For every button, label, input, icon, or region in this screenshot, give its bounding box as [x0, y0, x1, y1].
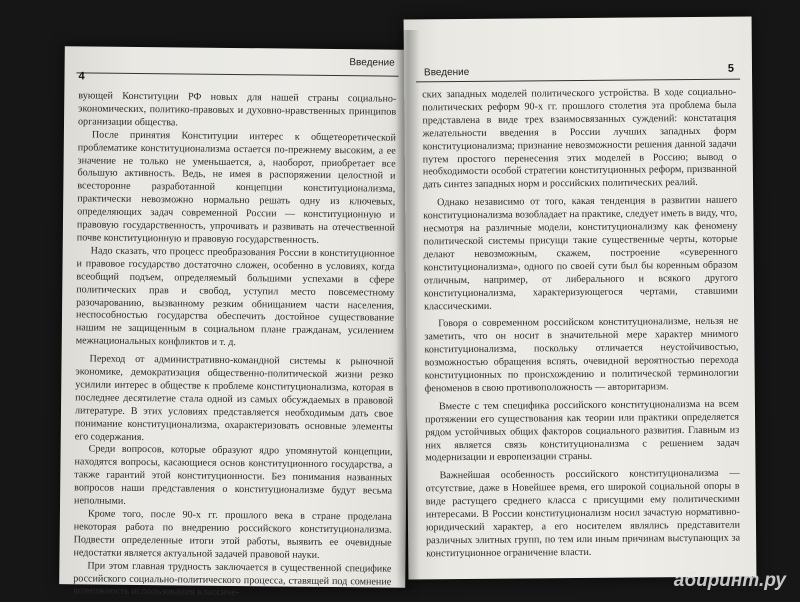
page-number: 5 [727, 62, 735, 75]
paragraph: Кроме того, после 90-х гг. прошлого века в стране проделана некоторая работа по внедрению российского конституционализма. Подвести определенные итоги этой работы, выявить ее очевидные недостатки является актуальной задачей правовой науки. [73, 508, 392, 561]
running-header: Введение [349, 57, 395, 69]
paragraph: вующей Конституции РФ новых для нашей страны социально-экономических, политико-правовых и духовно-нравственных принципов организации общества. [77, 90, 397, 129]
paragraph: Надо сказать, что процесс преобразования России в конституционное и правовое государство достаточно сложен, особенно в условиях, когда всеобщий подъем, определяемый большими успехами в сфере политических прав и свобод, уступил место повсеместному разочарованию, вызванному резким обнищанием части населения, неспособностью государства обеспечить достойное существование нашим не защищенным в социальном плане гражданам, усилением межнациональных конфликтов и т. д. [75, 245, 395, 349]
right-page [404, 16, 757, 579]
paragraph: Вместе с тем специфика российского конституционализма на всем протяжении его существования как теории или практики определяется рядом устойчивых общих факторов социального развития. Главным из них является связь конституционализма с решением задач модернизации и европеизации страны. [425, 398, 740, 464]
paragraph: ских западных моделей политического устройства. В ходе социально-политических реформ 90-х гг. прошлого столетия эта проблема была представлена в виде трех взаимосвязанных суждений: констатация желательности введения в России лучших западных форм конституционализма; признание невозможности решения данной задачи путем простого перенесения этих моделей в Россию; вывод о необходимости особой стратегии конституционных реформ, призванной дать синтез западных норм и российских политических реалий. [422, 86, 737, 191]
watermark: абиринт.ру [673, 570, 786, 591]
paragraph: Однако независимо от того, какая тенденция в развитии нашего конституционализма возобладает на практике, следует иметь в виду, что, несмотря на различные модели, конституционализму как феномену политической системы присущи такие существенные черты, которые делают невозможным, скажем, построение «суверенного конституционализма», одного по своей сути был бы коренным образом отличным, например, от либерального и всякого другого конституционализма, характеризующегося чертами, ставшими классическими. [423, 194, 738, 312]
header-rule [416, 79, 740, 83]
page-number: 4 [78, 70, 85, 83]
body-text [422, 87, 740, 561]
header-rule [77, 72, 399, 76]
body-text [73, 90, 396, 602]
left-page [59, 46, 411, 599]
paragraph: Важнейшая особенность российского конституционализма — отсутствие, даже в Новейшее время, его широкой социальной опоры в виде растущего среднего класса с присущими ему политическими интересами. В России конституционализм носил зачастую нормативно-юридический характер, а его носителем являлись представители различных элитных групп, по тем или иным причинам выступающих за конституционное ограничение власти. [425, 467, 741, 560]
paragraph: Переход от административно-командной системы к рыночной экономике, демократизация общественно-политической жизни резко усилили интерес в обществе к проблеме конституционализма, которая в последнее десятилетие стала одной из самых обсуждаемых в правовой литературе. В этих условиях представляется необходимым дать свое понимание конституционализма, охарактеризовать основные элементы его содержания. [74, 353, 394, 443]
paragraph: Среди вопросов, которые образуют ядро упомянутой концепции, находятся вопросы, касающиеся основ конституционного государства, а также гарантий этой конституционности. Без понимания названных вопросов наши представления о конституционализме будут весьма неполными. [74, 443, 393, 507]
paragraph: Говоря о современном российском конституционализме, нельзя не заметить, что он носит в значительной мере характер мнимого конституционализма, поскольку отличается неустойчивостью, возможностью обращения вспять, очевидной вероятностью перехода конституционных по происхождению и политической терминологии феноменов в свою противоположность — авторитаризм. [424, 316, 739, 395]
running-header: Введение [423, 66, 470, 79]
paragraph: При этом главная трудность заключается в существенной специфике российского социально-политического процесса, ставящей под сомнение возможность использования классиче- [73, 560, 392, 599]
paragraph: После принятия Конституции интерес к общетеоретической проблематике конституционализма остается по-прежнему высоким, а ее значение не только не уменьшается, а, наоборот, приобретает все большую активность. Ведь, не имея в распоряжении целостной и всесторонне разработанной концепции конституционализма, практически невозможно нормально решать одну из ключевых, определяющих задач современной России — конституционную и правовую государственность, упрочивать и развивать на отечественной почве конституционную и правовую государственность. [76, 129, 396, 246]
